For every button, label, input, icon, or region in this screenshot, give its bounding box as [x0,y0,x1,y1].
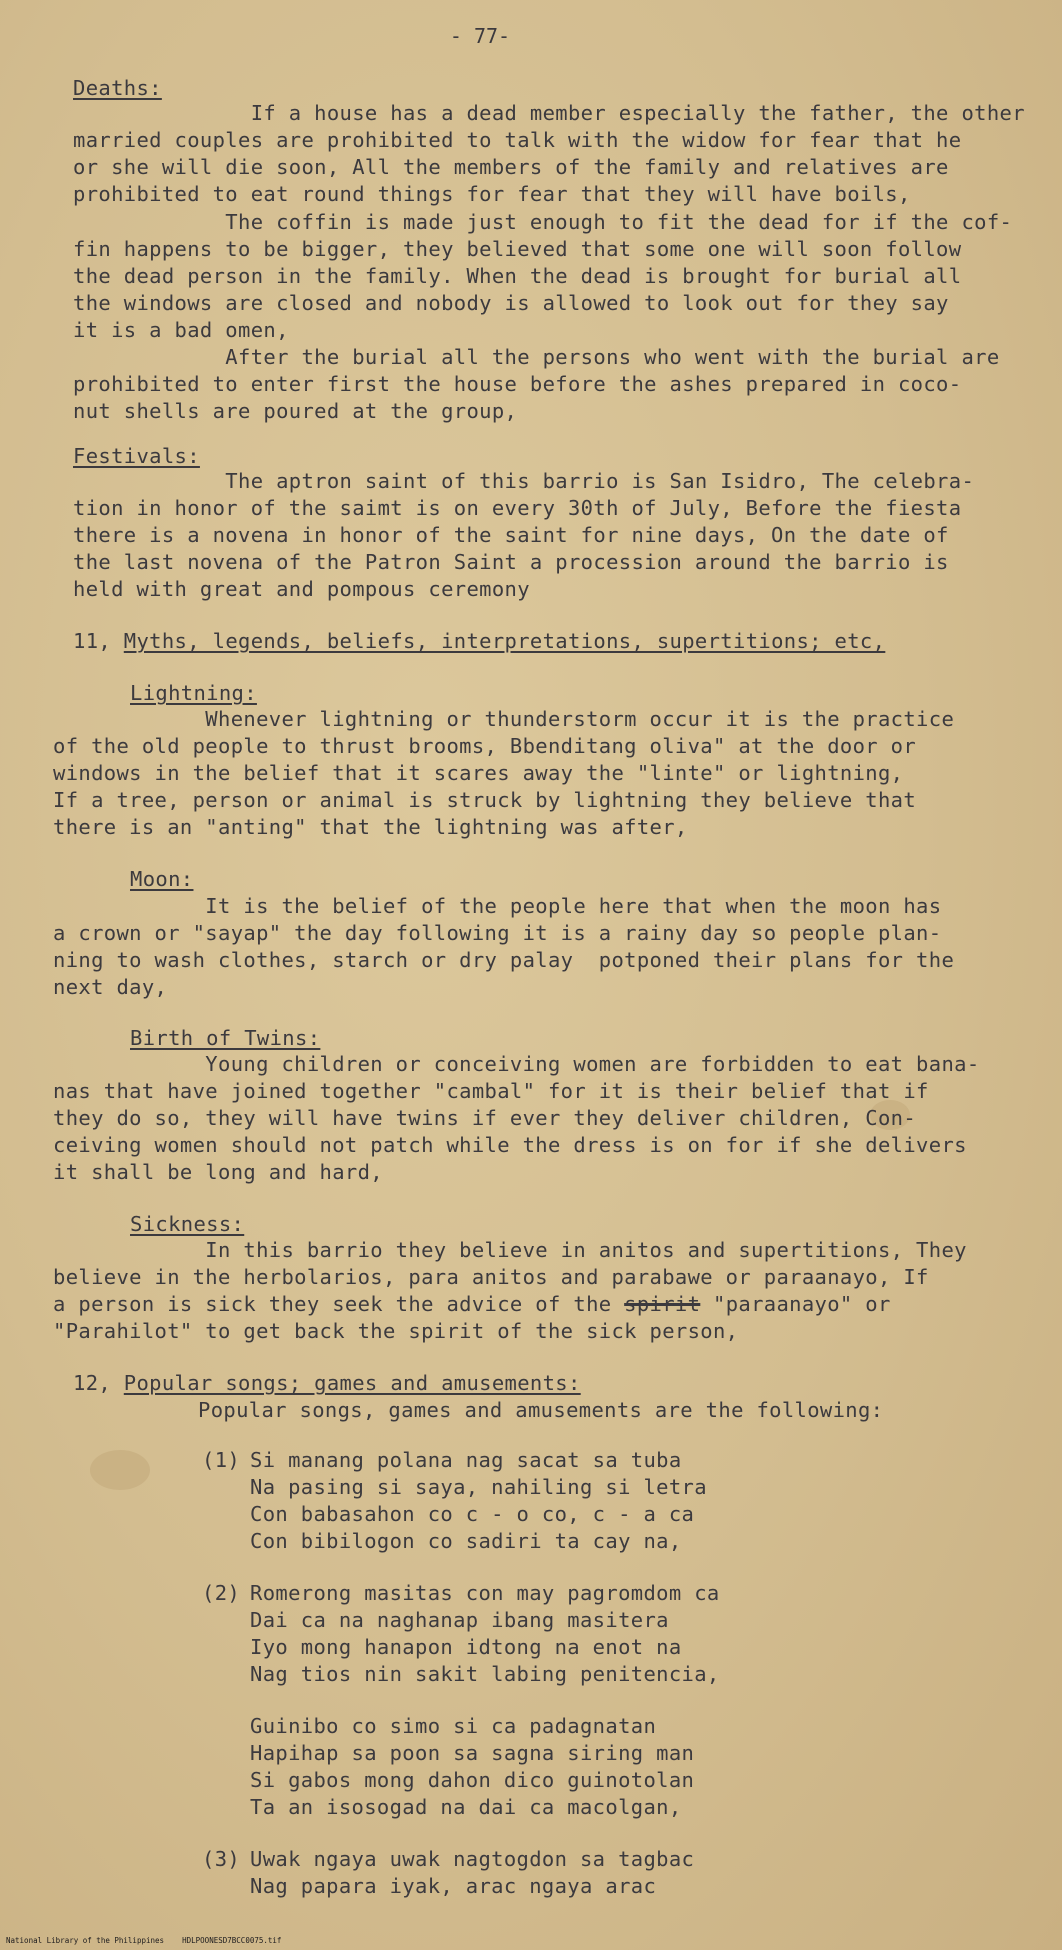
paragraph-line: The coffin is made just enough to fit the dead for if the cof- [73,210,1013,234]
song-line: Iyo mong hanapon idtong na enot na [250,1635,682,1659]
paragraph-line: prohibited to enter first the house before the ashes prepared in coco- [73,372,962,396]
paragraph-line-with-strikeout [53,1291,891,1318]
section-11-heading [73,628,885,655]
song-line: Uwak ngaya uwak nagtogdon sa tagbac [250,1847,695,1871]
paper-stain [90,1450,150,1490]
section-12-heading [73,1370,581,1397]
song-line: Si manang polana nag sacat sa tuba [250,1448,682,1472]
paragraph-line: it is a bad omen, [73,318,289,342]
subheading-lightning: Lightning: [130,681,257,705]
paragraph-line: believe in the herbolarios, para anitos and parabawe or paraanayo, If [53,1265,929,1289]
paragraph-line: married couples are prohibited to talk with the widow for fear that he [73,128,962,152]
paragraph-line: of the old people to thrust brooms, Bbenditang oliva" at the door or [53,734,917,758]
paragraph-line: there is a novena in honor of the saint for nine days, On the date of [73,523,949,547]
paragraph-line: If a house has a dead member especially the father, the other [73,101,1025,125]
song-line: Guinibo co simo si ca padagnatan [250,1714,657,1738]
song-line: Nag tios nin sakit labing penitencia, [250,1662,720,1686]
song-line: Dai ca na naghanap ibang masitera [250,1608,669,1632]
paragraph-line: windows in the belief that it scares away the "linte" or lightning, [53,761,904,785]
paragraph-line: next day, [53,975,168,999]
song-number: (1) [202,1448,241,1472]
paragraph-line: ceiving women should not patch while the dress is on for if she delivers [53,1133,967,1157]
section-intro: Popular songs, games and amusements are the following: [198,1398,884,1422]
song-line: Con babasahon co c - o co, c - a ca [250,1502,695,1526]
paragraph-line: After the burial all the persons who went with the burial are [73,345,1000,369]
struck-out-word: spirit [624,1292,701,1316]
paragraph-line: or she will die soon, All the members of the family and relatives are [73,155,949,179]
paragraph-line: If a tree, person or animal is struck by lightning they believe that [53,788,917,812]
line-text: "paraanayo" or [700,1292,891,1316]
paragraph-line: It is the belief of the people here that when the moon has [53,894,942,918]
song-line: Si gabos mong dahon dico guinotolan [250,1768,695,1792]
song-line: Hapihap sa poon sa sagna siring man [250,1741,695,1765]
paragraph-line: Whenever lightning or thunderstorm occur it is the practice [53,707,955,731]
paragraph-line: held with great and pompous ceremony [73,577,530,601]
paragraph-line: there is an "anting" that the lightning was after, [53,815,688,839]
paragraph-line: "Parahilot" to get back the spirit of the sick person, [53,1319,739,1343]
paragraph-line: Young children or conceiving women are forbidden to eat bana- [53,1052,980,1076]
song-number: (3) [202,1847,241,1871]
song-line: Nag papara iyak, arac ngaya arac [250,1874,657,1898]
song-line: Romerong masitas con may pagromdom ca [250,1581,720,1605]
paragraph-line: the dead person in the family. When the dead is brought for burial all [73,264,962,288]
paragraph-line: the last novena of the Patron Saint a procession around the barrio is [73,550,949,574]
paragraph-line: In this barrio they believe in anitos and supertitions, They [53,1238,967,1262]
song-line: Con bibilogon co sadiri ta cay na, [250,1529,682,1553]
section-number: 12, [73,1371,112,1395]
section-heading-deaths: Deaths: [73,76,162,100]
paragraph-line: fin happens to be bigger, they believed that some one will soon follow [73,237,962,261]
paragraph-line: ning to wash clothes, starch or dry palay potponed their plans for the [53,948,955,972]
section-title: Myths, legends, beliefs, interpretations, supertitions; etc, [123,629,886,653]
section-title: Popular songs; games and amusements: [123,1371,581,1395]
song-line: Ta an isosogad na dai ca macolgan, [250,1795,682,1819]
paragraph-line: prohibited to eat round things for fear that they will have boils, [73,182,911,206]
line-text: a person is sick they seek the advice of the [53,1292,625,1316]
subheading-birth-of-twins: Birth of Twins: [130,1026,321,1050]
archive-footer: National Library of the Philippines HDLPOONESD7BCC0075.tif [6,1936,282,1945]
song-number: (2) [202,1581,241,1605]
section-heading-festivals: Festivals: [73,444,200,468]
paragraph-line: nas that have joined together "cambal" for it is their belief that if [53,1079,929,1103]
paragraph-line: it shall be long and hard, [53,1160,383,1184]
paragraph-line: nut shells are poured at the group, [73,399,518,423]
paragraph-line: a crown or "sayap" the day following it is a rainy day so people plan- [53,921,942,945]
subheading-moon: Moon: [130,867,194,891]
paragraph-line: The aptron saint of this barrio is San Isidro, The celebra- [73,469,975,493]
paragraph-line: tion in honor of the saimt is on every 30th of July, Before the fiesta [73,496,962,520]
section-number: 11, [73,629,112,653]
song-line: Na pasing si saya, nahiling si letra [250,1475,707,1499]
subheading-sickness: Sickness: [130,1212,245,1236]
page-number: - 77- [449,24,511,48]
paragraph-line: the windows are closed and nobody is allowed to look out for they say [73,291,949,315]
paragraph-line: they do so, they will have twins if ever they deliver children, Con- [53,1106,917,1130]
